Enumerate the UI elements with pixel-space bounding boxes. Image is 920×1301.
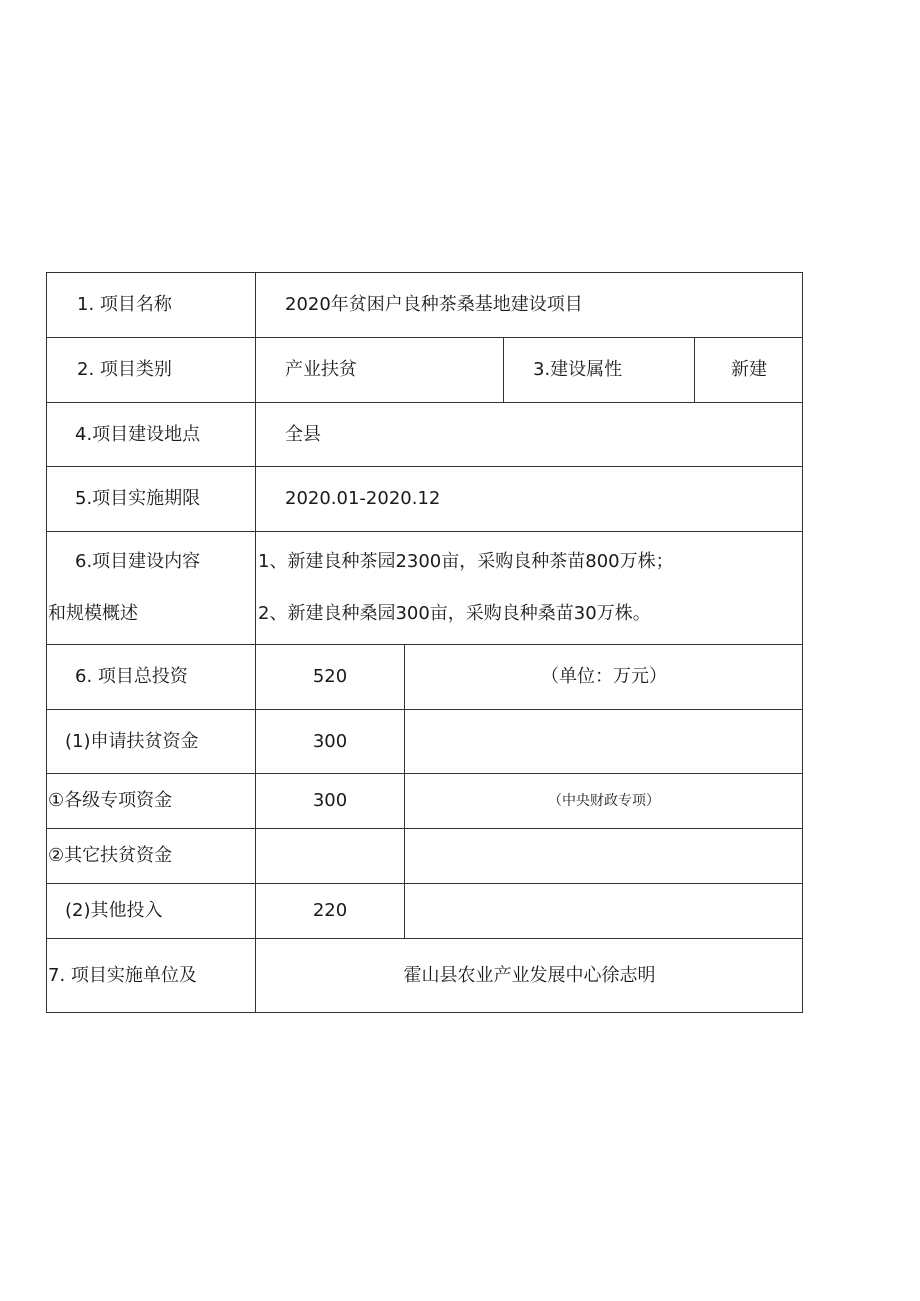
other-input-label: (2)其他投入 (65, 900, 163, 921)
poverty-funds-note (405, 710, 803, 773)
construction-location-value: 全县 (285, 423, 321, 445)
construction-attribute-value: 新建 (731, 359, 767, 380)
total-investment-amount: 520 (312, 666, 348, 687)
project-category-label: 2. 项目类别 (77, 359, 172, 380)
construction-location-label: 4.项目建设地点 (75, 423, 201, 445)
construction-content-label-line2: 和规模概述 (48, 603, 138, 624)
construction-attribute-label: 3.建设属性 (533, 359, 623, 380)
construction-content-label-line1: 6.项目建设内容 (75, 551, 201, 572)
other-poverty-funds-note (405, 829, 803, 883)
implementation-period-value: 2020.01-2020.12 (285, 488, 441, 509)
special-funds-note: （中央财政专项） (548, 793, 660, 809)
poverty-funds-label: (1)申请扶贫资金 (65, 730, 199, 752)
implementing-unit-label: 7. 项目实施单位及 (48, 965, 197, 986)
project-name-value: 2020年贫困户良种茶桑基地建设项目 (285, 294, 583, 315)
investment-unit-note: （单位：万元） (541, 666, 667, 687)
special-funds-amount: 300 (312, 790, 348, 811)
other-poverty-funds-label: ②其它扶贫资金 (48, 845, 173, 866)
construction-content-line2: 2、新建良种桑园300亩，采购良种桑苗30万株。 (258, 603, 651, 624)
construction-content-value (256, 532, 803, 644)
construction-content-line1: 1、新建良种茶园2300亩，采购良种茶苗800万株； (258, 551, 674, 572)
other-input-amount: 220 (312, 900, 348, 921)
special-funds-label: ①各级专项资金 (48, 790, 173, 811)
other-input-note (405, 884, 803, 938)
total-investment-label: 6. 项目总投资 (75, 666, 188, 687)
poverty-funds-amount: 300 (312, 730, 348, 752)
project-category-value: 产业扶贫 (285, 359, 357, 380)
project-info-table (46, 272, 803, 1013)
construction-content-label (47, 532, 255, 644)
project-name-label: 1. 项目名称 (77, 294, 172, 315)
implementing-unit-value: 霍山县农业产业发展中心徐志明 (403, 965, 656, 986)
implementation-period-label: 5.项目实施期限 (75, 488, 201, 509)
other-poverty-funds-amount (256, 829, 404, 883)
